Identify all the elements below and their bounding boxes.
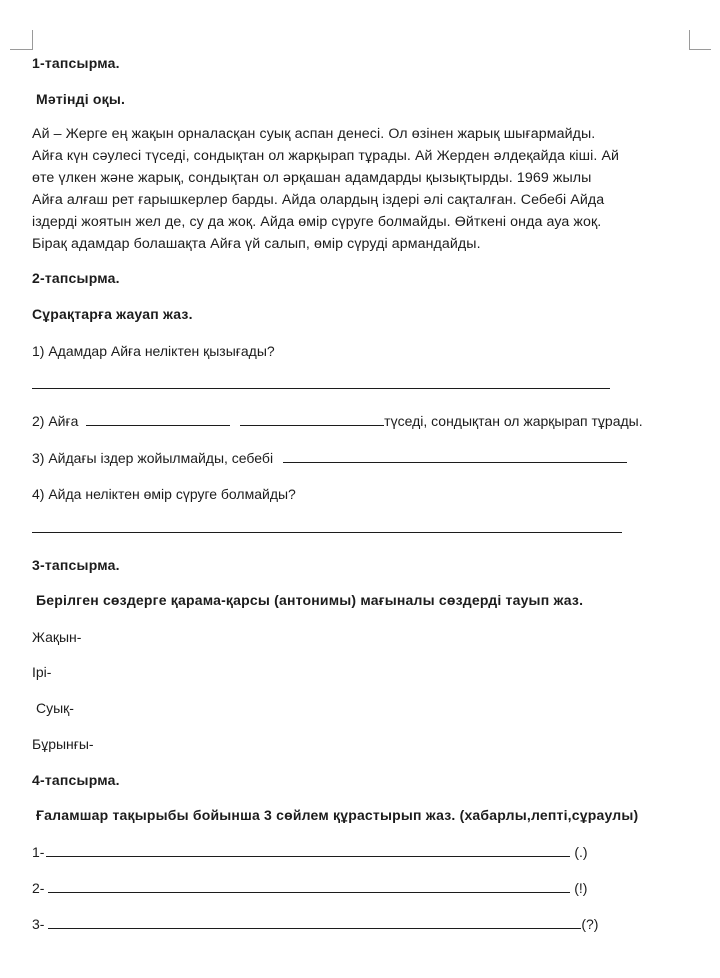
task2-title: 2-тапсырма.: [32, 270, 120, 286]
antonym-word-3: Суық-: [36, 700, 74, 716]
answer-line-1[interactable]: [32, 388, 610, 389]
crop-mark-top-right: [689, 49, 711, 50]
text-line: Бірақ адамдар болашақта Айға үй салып, өмір сүруді армандайды.: [32, 236, 481, 252]
sentence-blank-3[interactable]: [48, 914, 581, 929]
crop-mark-top-left: [10, 49, 33, 50]
question-3: [32, 448, 627, 468]
crop-mark-top-left: [32, 30, 33, 50]
answer-blank-3[interactable]: [283, 448, 627, 463]
sentence-number: 1-: [32, 844, 45, 860]
sentence-blank-2[interactable]: [48, 878, 570, 893]
sentence-blank-1[interactable]: [46, 842, 570, 857]
question-4: 4) Айда неліктен өмір сүруге болмайды?: [32, 486, 296, 502]
antonym-word-1: Жақын-: [32, 629, 82, 645]
sentence-number: 2-: [32, 880, 45, 896]
question-1: 1) Адамдар Айға неліктен қызығады?: [32, 343, 275, 359]
antonym-word-2: Ірі-: [32, 664, 52, 680]
sentence-mark: (?): [581, 916, 599, 932]
sentence-mark: (!): [574, 880, 588, 896]
answer-blank-2a[interactable]: [86, 411, 230, 426]
answer-blank-2b[interactable]: [240, 411, 384, 426]
sentence-mark: (.): [574, 844, 588, 860]
task4-title: 4-тапсырма.: [32, 772, 120, 788]
sentence-item-3: [32, 914, 598, 934]
sentence-number: 3-: [32, 916, 45, 932]
task3-instruction: Берілген сөздерге қарама-қарсы (антонимы) мағыналы сөздерді тауып жаз.: [36, 592, 584, 608]
answer-line-4[interactable]: [32, 532, 622, 533]
sentence-item-2: [32, 878, 587, 898]
task1-instruction: Мәтінді оқы.: [36, 91, 126, 107]
task3-title: 3-тапсырма.: [32, 557, 120, 573]
text-line: Айға алғаш рет ғарышкерлер барды. Айда олардың іздері әлі сақталған. Себебі Айда: [32, 192, 605, 208]
question-2-end: түседі, сондықтан ол жарқырап тұрады.: [384, 413, 643, 429]
task2-instruction: Сұрақтарға жауап жаз.: [32, 306, 193, 322]
text-line: өте үлкен және жарық, сондықтан ол әрқашан адамдарды қызықтырды. 1969 жылы: [32, 170, 592, 186]
question-2-start: 2) Айға: [32, 413, 79, 429]
sentence-item-1: [32, 842, 588, 862]
task1-text: [32, 123, 692, 255]
crop-mark-top-right: [689, 30, 690, 50]
text-line: іздерді жоятын жел де, су да жоқ. Айда өмір сүруге болмайды. Өйткені онда ауа жоқ.: [32, 214, 602, 230]
text-line: Айға күн сәулесі түседі, сондықтан ол жарқырап тұрады. Ай Жерден әлдеқайда кіші. Ай: [32, 148, 620, 164]
task1-title: 1-тапсырма.: [32, 55, 120, 71]
task4-instruction: Ғаламшар тақырыбы бойынша 3 сөйлем құрастырып жаз. (хабарлы,лепті,сұраулы): [36, 807, 639, 823]
question-3-text: 3) Айдағы іздер жойылмайды, себебі: [32, 450, 274, 466]
question-2: [32, 411, 643, 431]
text-line: Ай – Жерге ең жақын орналасқан суық аспан денесі. Ол өзінен жарық шығармайды.: [32, 126, 596, 142]
antonym-word-4: Бұрынғы-: [32, 736, 94, 752]
